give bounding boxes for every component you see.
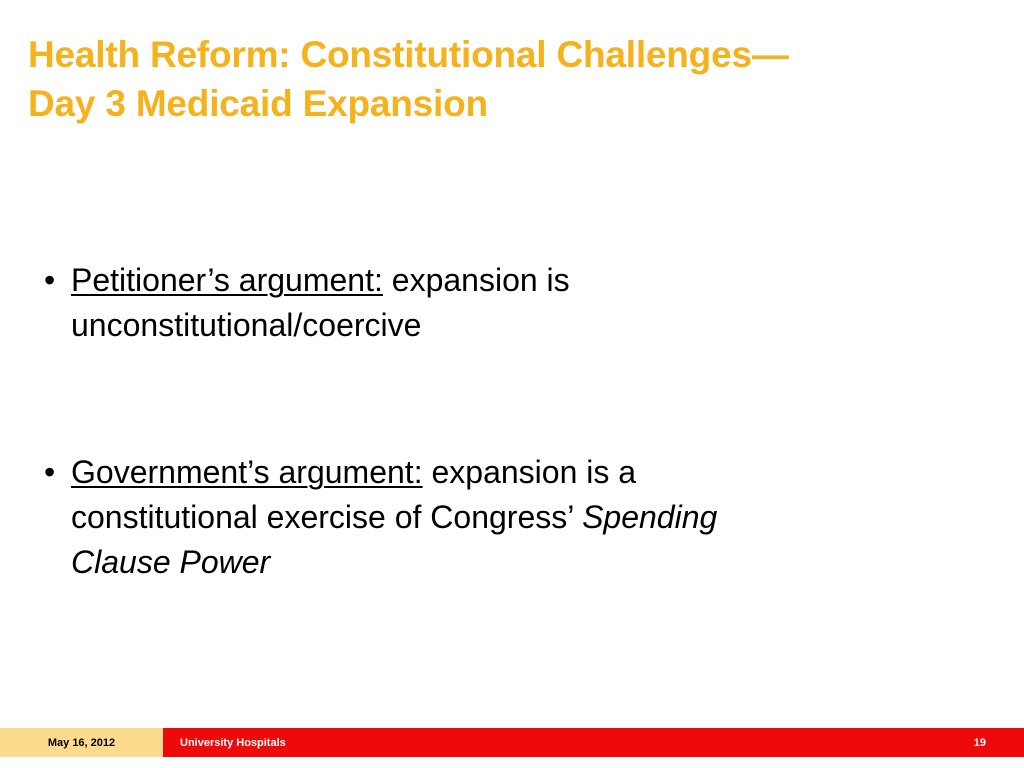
bullet-line — [71, 450, 944, 495]
bullet-line — [71, 495, 944, 540]
bullet-marker: • — [44, 262, 56, 298]
footer-brand-box — [163, 728, 1024, 757]
government-text: expansion is a — [422, 454, 637, 490]
spending-clause-italic: Spending — [582, 499, 718, 535]
footer-organization: University Hospitals — [180, 736, 286, 749]
bullet-line — [71, 258, 944, 303]
footer-date-box — [0, 728, 163, 757]
bullet-line: Clause Power — [71, 544, 271, 580]
bullet-petitioner — [44, 258, 944, 348]
bullet-marker: • — [44, 454, 56, 490]
slide-title — [28, 30, 998, 128]
government-label: Government’s argument: — [71, 454, 423, 490]
bullet-line: unconstitutional/coercive — [71, 307, 422, 343]
petitioner-label: Petitioner’s argument: — [71, 262, 383, 298]
title-line-1: Health Reform: Constitutional Challenges— — [28, 34, 789, 75]
bullet-list — [44, 258, 944, 585]
page-number: 19 — [973, 736, 986, 749]
footer-bar — [0, 728, 1024, 757]
petitioner-text: expansion is — [382, 262, 570, 298]
footer-date: May 16, 2012 — [47, 736, 116, 749]
title-line-2: Day 3 Medicaid Expansion — [28, 83, 488, 124]
bullet-government — [44, 450, 944, 585]
government-text-2: constitutional exercise of Congress’ — [71, 499, 583, 535]
